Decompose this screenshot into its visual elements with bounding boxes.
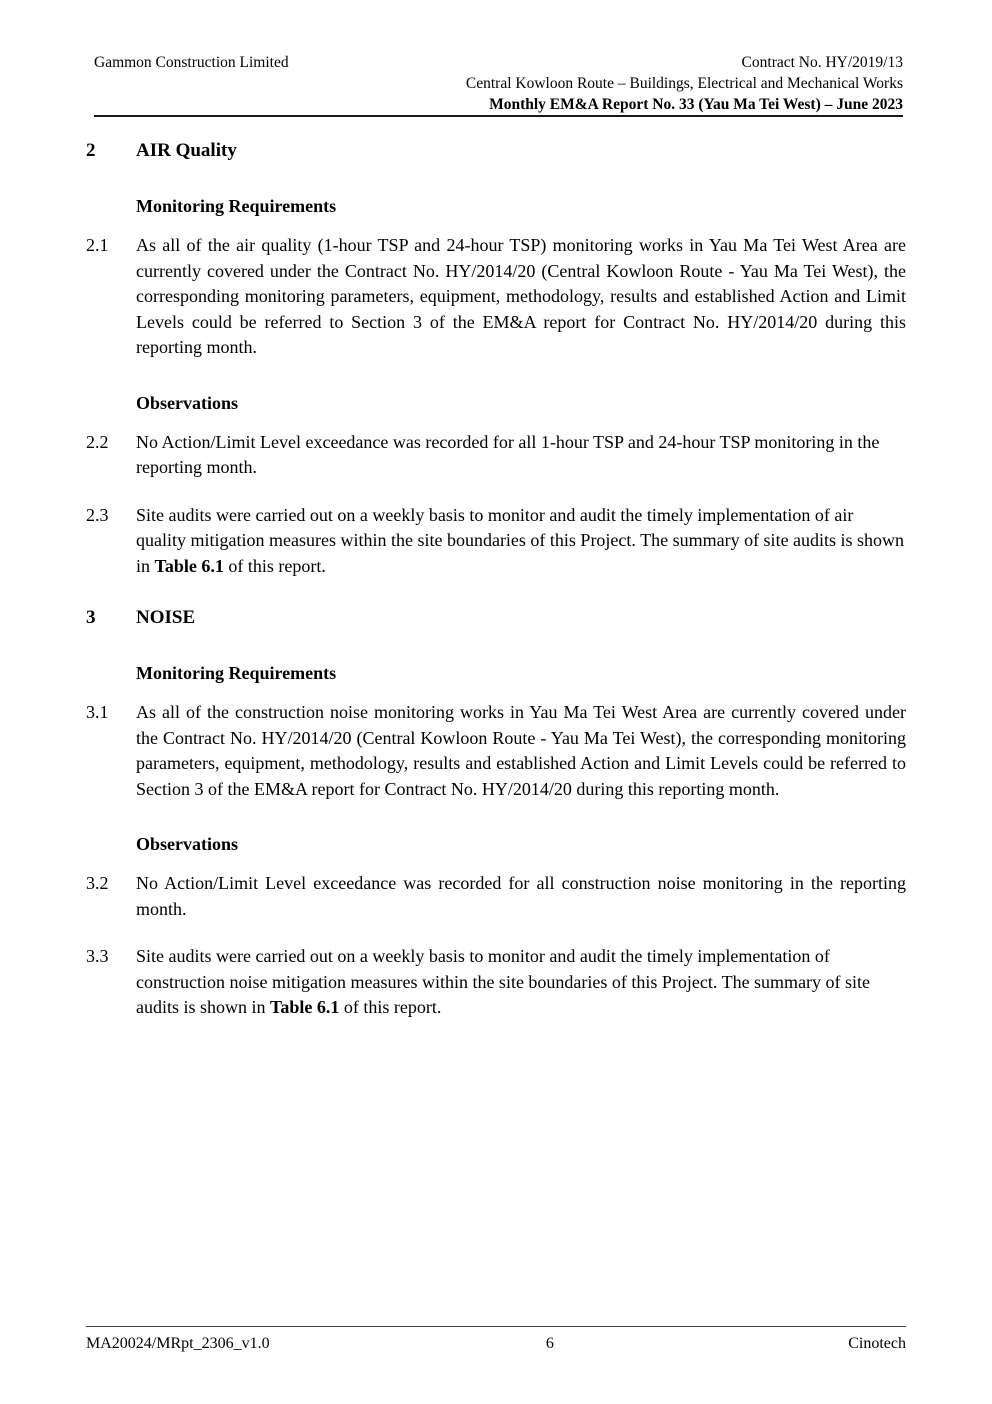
section-heading-noise <box>86 605 906 631</box>
paragraph-text-tail: of this report. <box>339 997 442 1017</box>
subheading-observations-noise: Observations <box>136 834 239 854</box>
footer-divider <box>86 1326 906 1327</box>
paragraph-text-tail: of this report. <box>223 555 326 576</box>
footer-document-reference: MA20024/MRpt_2306_v1.0 <box>86 1335 270 1352</box>
paragraph-text-lead: Site audits were carried out on a weekly basis to monitor and audit the timely implementation of construction noise mitigation measures within the site boundaries of this Project. The summary of site audits is shown in <box>136 946 871 1017</box>
paragraph-3-3 <box>86 944 906 1021</box>
paragraph-number: 2.1 <box>86 235 109 255</box>
footer-consultant-name: Cinotech <box>848 1335 906 1352</box>
paragraph-number: 3.3 <box>86 946 109 966</box>
header-contract-number: Contract No. HY/2019/13 <box>741 54 903 71</box>
page-footer <box>86 1333 906 1355</box>
header-divider <box>94 115 903 117</box>
subheading-observations-air: Observations <box>136 392 239 413</box>
header-report-line: Monthly EM&A Report No. 33 (Yau Ma Tei West) – June 2023 <box>489 96 903 113</box>
table-reference: Table 6.1 <box>270 997 340 1017</box>
paragraph-2-3 <box>86 503 906 580</box>
paragraph-text: No Action/Limit Level exceedance was recorded for all 1-hour TSP and 24-hour TSP monitoring in the reporting month. <box>136 431 880 477</box>
paragraph-number: 2.2 <box>86 431 109 452</box>
paragraph-number: 3.1 <box>86 702 109 722</box>
section-title: AIR Quality <box>136 140 237 161</box>
subheading-monitoring-requirements-air: Monitoring Requirements <box>136 196 337 216</box>
paragraph-text <box>136 944 906 1021</box>
section-number: 3 <box>86 607 96 628</box>
paragraph-text <box>136 503 906 580</box>
header-project-line: Central Kowloon Route – Buildings, Electrical and Mechanical Works <box>465 75 903 92</box>
paragraph-3-1 <box>86 700 906 802</box>
table-reference: Table 6.1 <box>154 555 224 576</box>
paragraph-3-2 <box>86 871 906 922</box>
subheading-monitoring-requirements-noise: Monitoring Requirements <box>136 663 337 683</box>
paragraph-text: No Action/Limit Level exceedance was recorded for all construction noise monitoring in the reporting month. <box>136 873 906 919</box>
paragraph-number: 3.2 <box>86 873 109 893</box>
page-header <box>94 52 903 115</box>
header-company-name: Gammon Construction Limited <box>94 54 289 71</box>
paragraph-number: 2.3 <box>86 504 109 525</box>
header-top-row <box>94 52 903 73</box>
paragraph-2-1 <box>86 233 906 361</box>
section-title: NOISE <box>136 607 196 628</box>
paragraph-text-lead: Site audits were carried out on a weekly basis to monitor and audit the timely implementation of air quality mitigation measures within the site boundaries of this Project. The summary of site audits is shown in <box>136 504 905 576</box>
paragraph-2-2 <box>86 430 906 481</box>
section-heading-air-quality <box>86 138 906 164</box>
footer-page-number: 6 <box>545 1335 554 1352</box>
paragraph-text: As all of the air quality (1-hour TSP and 24-hour TSP) monitoring works in Yau Ma Tei West Area are currently covered under the Contract No. HY/2014/20 (Central Kowloon Route - Yau Ma Tei West), the corresponding monitoring parameters, equipment, methodology, results and established Action and Limit Levels could be referred to Section 3 of the EM&A report for Contract No. HY/2014/20 during this reporting month. <box>136 235 906 357</box>
paragraph-text: As all of the construction noise monitoring works in Yau Ma Tei West Area are currently covered under the Contract No. HY/2014/20 (Central Kowloon Route - Yau Ma Tei West), the corresponding monitoring parameters, equipment, methodology, results and established Action and Limit Levels could be referred to Section 3 of the EM&A report for Contract No. HY/2014/20 during this reporting month. <box>136 702 906 799</box>
section-number: 2 <box>86 140 96 161</box>
document-body <box>86 138 906 1021</box>
